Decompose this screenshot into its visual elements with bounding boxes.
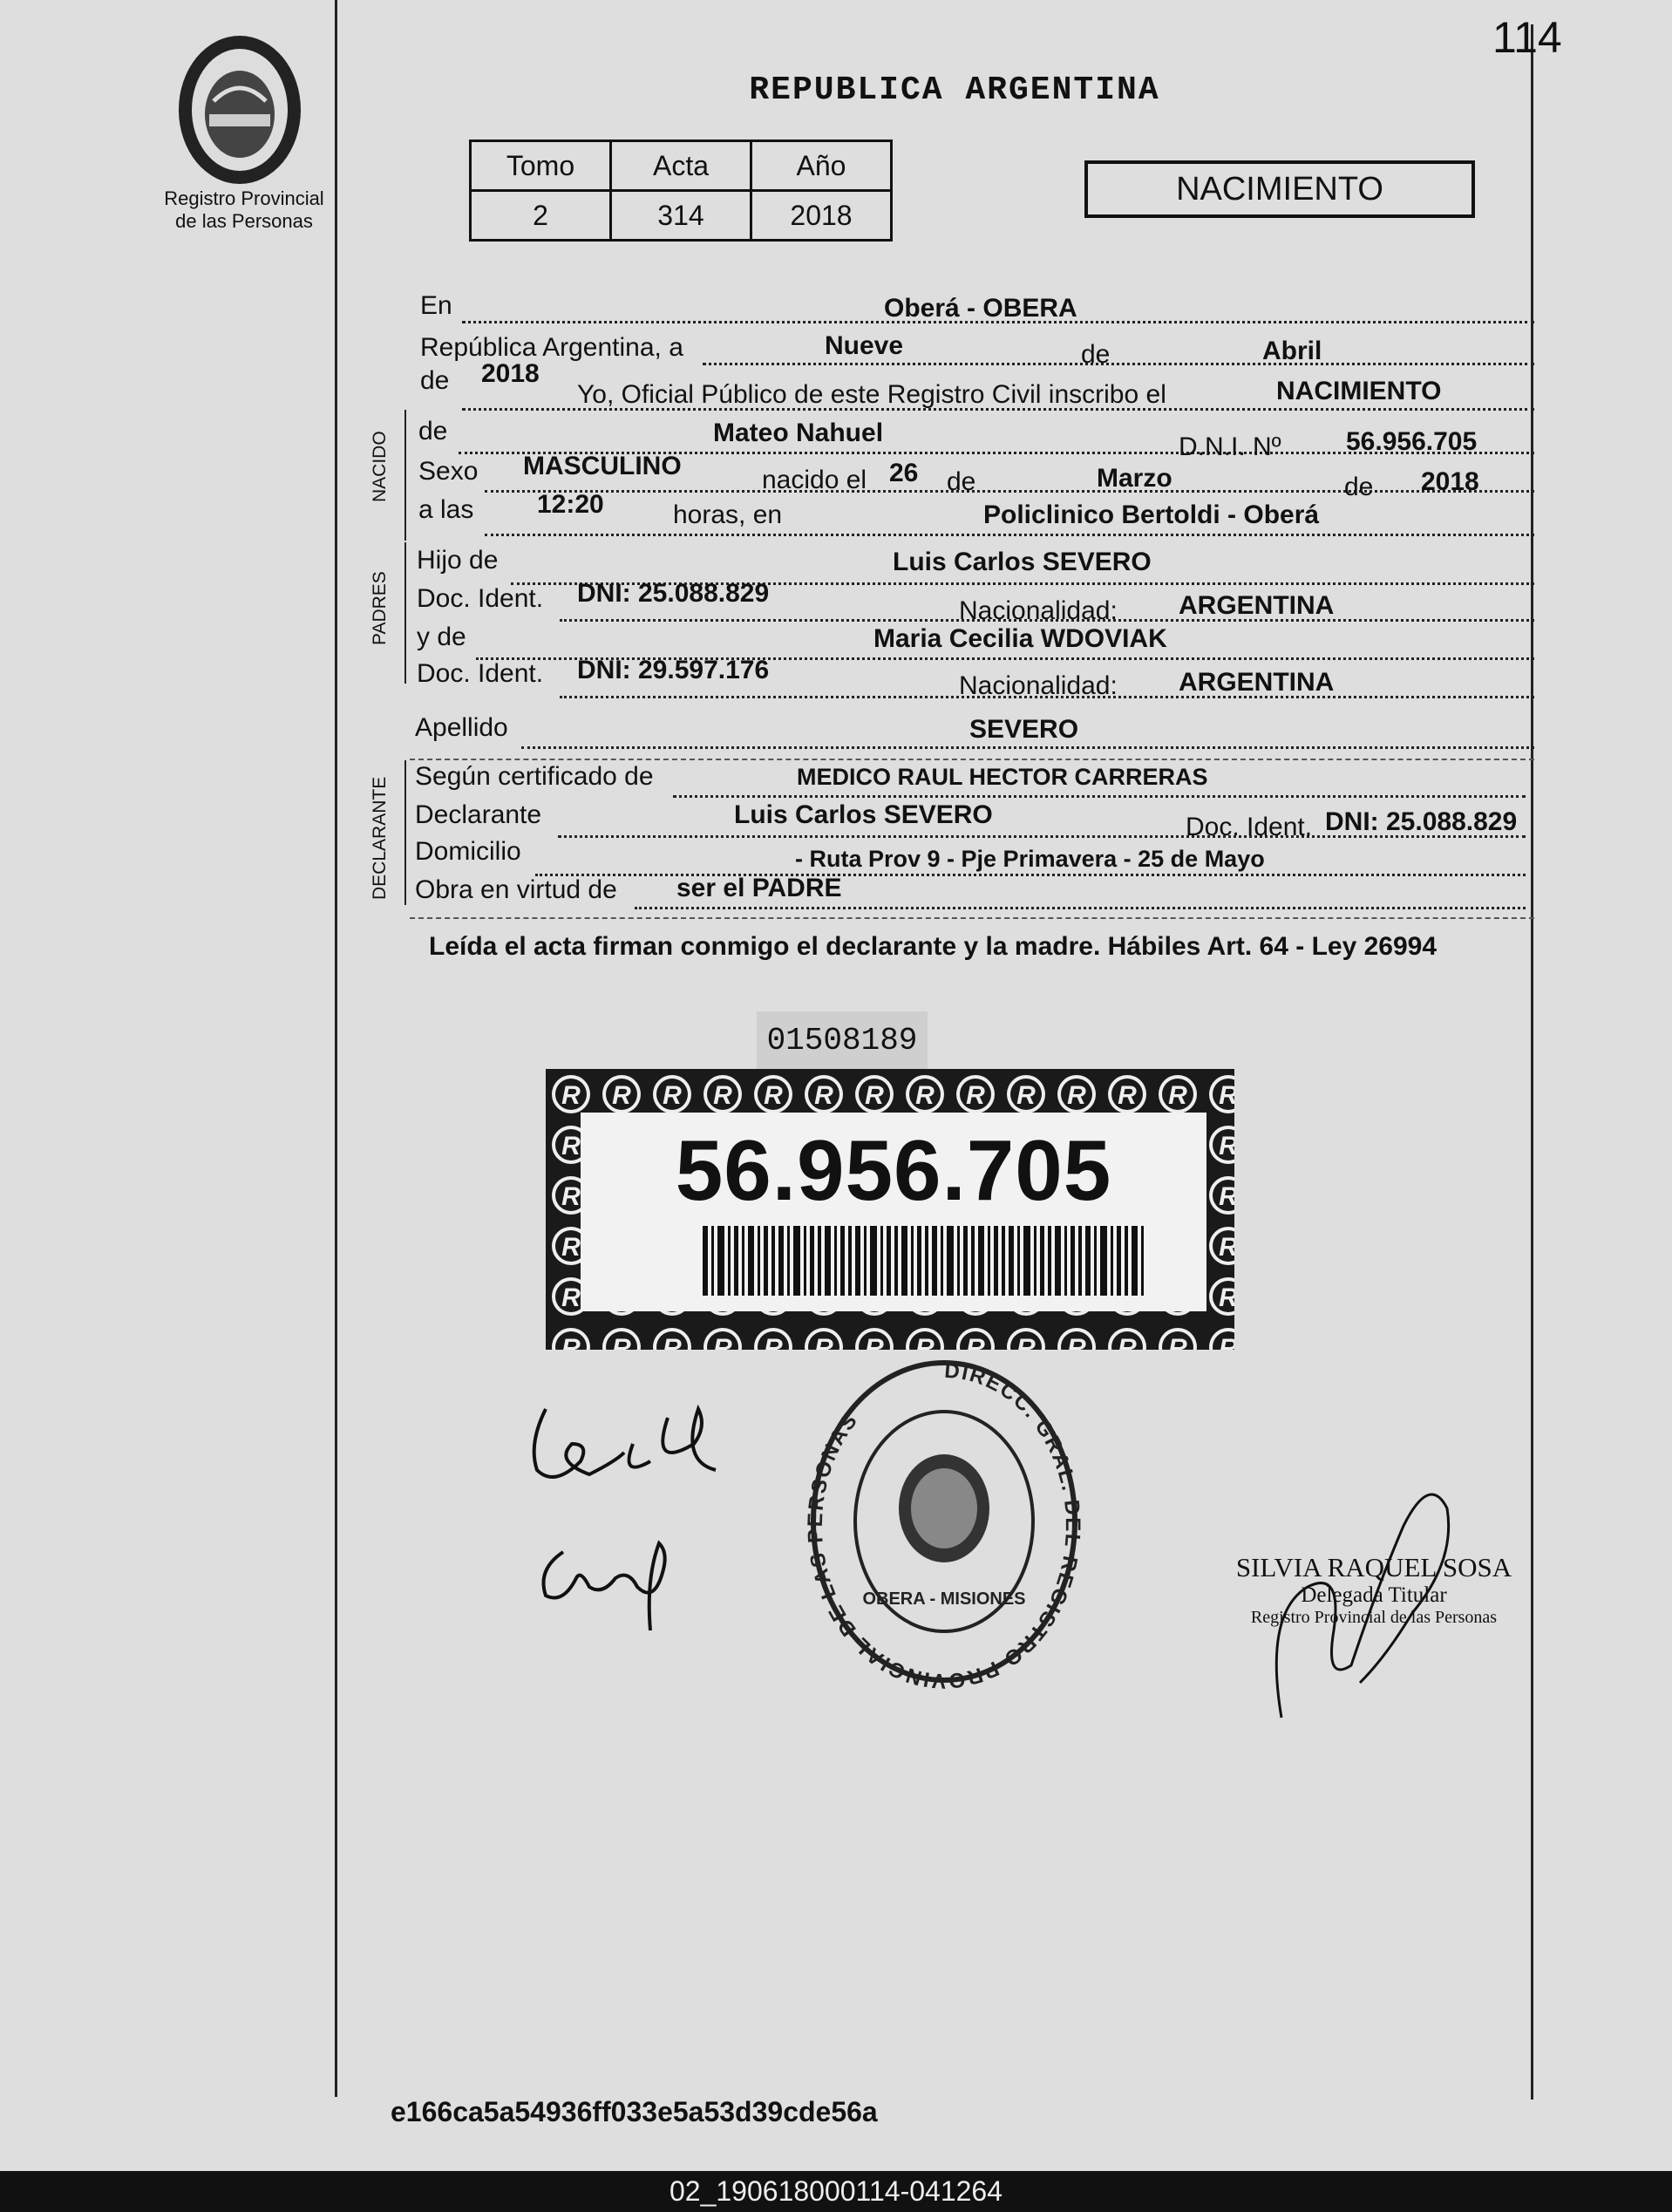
left-margin-line <box>335 0 337 2097</box>
value-father: Luis Carlos SEVERO <box>893 548 1152 576</box>
value-father-doc: DNI: 25.088.829 <box>577 579 770 608</box>
logo-caption-line-1: Registro Provincial <box>164 187 324 209</box>
record-type-box: NACIMIENTO <box>1084 160 1475 218</box>
label-de-birth-month: de <box>947 467 976 496</box>
value-birth-day: 26 <box>889 459 919 487</box>
record-table <box>469 140 893 242</box>
value-time: 12:20 <box>537 490 604 519</box>
label-de-year: de <box>420 366 450 395</box>
label-obra: Obra en virtud de <box>415 875 617 904</box>
official-block <box>1217 1552 1531 1628</box>
value-birth-year: 2018 <box>1421 467 1479 496</box>
section-separator <box>410 917 1534 919</box>
registry-seal-icon <box>800 1351 1088 1691</box>
value-year: 2018 <box>481 359 540 388</box>
label-a-las: a las <box>418 495 474 524</box>
section-label-declarante: DECLARANTE <box>370 776 390 900</box>
value-dni: 56.956.705 <box>1346 427 1478 456</box>
document-hash: e166ca5a54936ff033e5a53d39cde56a <box>391 2096 878 2127</box>
value-mother: Maria Cecilia WDOVIAK <box>873 624 1167 653</box>
value-name: Mateo Nahuel <box>713 419 884 447</box>
value-day: Nueve <box>825 331 904 360</box>
value-birth-month: Marzo <box>1097 464 1172 493</box>
legal-note: Leída el acta firman conmigo el declarante y la madre. Hábiles Art. 64 - Ley 26994 <box>429 932 1438 961</box>
section-bar <box>404 760 406 905</box>
declarant-signature-icon <box>520 1392 729 1514</box>
value-sex: MASCULINO <box>523 452 682 480</box>
label-mother-nat: Nacionalidad: <box>959 671 1118 700</box>
seal-ring-text: DIRECC. GRAL. DEL REGISTRO PROVINCIAL DE LAS PERSONAS <box>803 1358 1084 1691</box>
value-month: Abril <box>1262 337 1322 365</box>
label-mother-doc: Doc. Ident. <box>417 659 544 688</box>
logo-caption-line-2: de las Personas <box>175 210 313 232</box>
value-father-nat: ARGENTINA <box>1179 591 1335 620</box>
value-city: Oberá - OBERA <box>884 294 1077 323</box>
value-certificate: MEDICO RAUL HECTOR CARRERAS <box>797 764 1208 790</box>
label-yo: Yo, Oficial Público de este Registro Civil inscribo el <box>577 380 1166 409</box>
section-bar <box>404 410 406 541</box>
serial-number: 01508189 <box>757 1011 928 1071</box>
value-mother-doc: DNI: 29.597.176 <box>577 656 770 684</box>
dots <box>635 907 1526 909</box>
official-office: Registro Provincial de las Personas <box>1250 1608 1498 1627</box>
label-apellido: Apellido <box>415 713 508 742</box>
right-margin-line <box>1531 24 1533 2100</box>
label-de-name: de <box>418 417 448 446</box>
record-value-anio: 2018 <box>751 191 892 241</box>
record-value-tomo: 2 <box>471 191 611 241</box>
value-mother-nat: ARGENTINA <box>1179 668 1335 697</box>
dni-sticker <box>546 1069 1234 1350</box>
logo-caption <box>148 187 340 233</box>
label-de-birth-year: de <box>1344 473 1374 501</box>
sticker-number: 56.956.705 <box>675 1122 1112 1218</box>
label-father-nat: Nacionalidad: <box>959 596 1118 625</box>
record-header-tomo: Tomo <box>471 141 611 191</box>
footer-code: 02_190618000114-041264 <box>0 2171 1672 2212</box>
section-bar <box>404 542 406 684</box>
dots <box>485 490 1534 493</box>
dots <box>673 795 1526 798</box>
label-sexo: Sexo <box>418 457 479 486</box>
value-reason: ser el PADRE <box>676 874 842 902</box>
label-hijo-de: Hijo de <box>417 546 499 575</box>
value-declarant-doc: DNI: 25.088.829 <box>1325 807 1518 836</box>
dots <box>485 534 1534 536</box>
label-declarante: Declarante <box>415 800 542 829</box>
record-value-acta: 314 <box>611 191 751 241</box>
label-domicilio: Domicilio <box>415 837 521 866</box>
label-de-month: de <box>1081 340 1111 369</box>
dots <box>703 363 1534 365</box>
section-label-padres: PADRES <box>370 571 390 645</box>
value-declarant: Luis Carlos SEVERO <box>734 800 993 829</box>
dots <box>521 746 1534 749</box>
section-separator <box>410 759 1534 760</box>
label-declarant-doc: Doc. Ident. <box>1186 813 1313 841</box>
record-header-anio: Año <box>751 141 892 191</box>
label-horas-en: horas, en <box>673 500 783 529</box>
value-surname: SEVERO <box>969 715 1079 744</box>
official-name: SILVIA RAQUEL SOSA <box>1235 1552 1512 1582</box>
label-y-de: y de <box>417 623 466 651</box>
label-nacido-el: nacido el <box>762 466 867 494</box>
mother-signature-icon <box>528 1526 703 1639</box>
label-segun: Según certificado de <box>415 762 654 791</box>
label-republica: República Argentina, a <box>420 333 683 362</box>
value-act: NACIMIENTO <box>1276 377 1442 405</box>
label-father-doc: Doc. Ident. <box>417 584 544 613</box>
barcode-icon <box>703 1226 1226 1296</box>
section-label-nacido: NACIDO <box>370 431 390 502</box>
record-header-acta: Acta <box>611 141 751 191</box>
value-address: - Ruta Prov 9 - Pje Primavera - 25 de Mayo <box>795 846 1265 872</box>
value-place: Policlinico Bertoldi - Oberá <box>983 500 1320 529</box>
label-en: En <box>420 291 452 320</box>
official-role: Delegada Titular <box>1301 1583 1447 1607</box>
label-dni: D.N.I. Nº <box>1179 432 1281 461</box>
seal-inner-text: OBERA - MISIONES <box>862 1589 1026 1609</box>
document-title: REPUBLICA ARGENTINA <box>749 71 1160 109</box>
misiones-emblem-icon <box>174 31 305 188</box>
page-number: 114 <box>1492 13 1562 62</box>
